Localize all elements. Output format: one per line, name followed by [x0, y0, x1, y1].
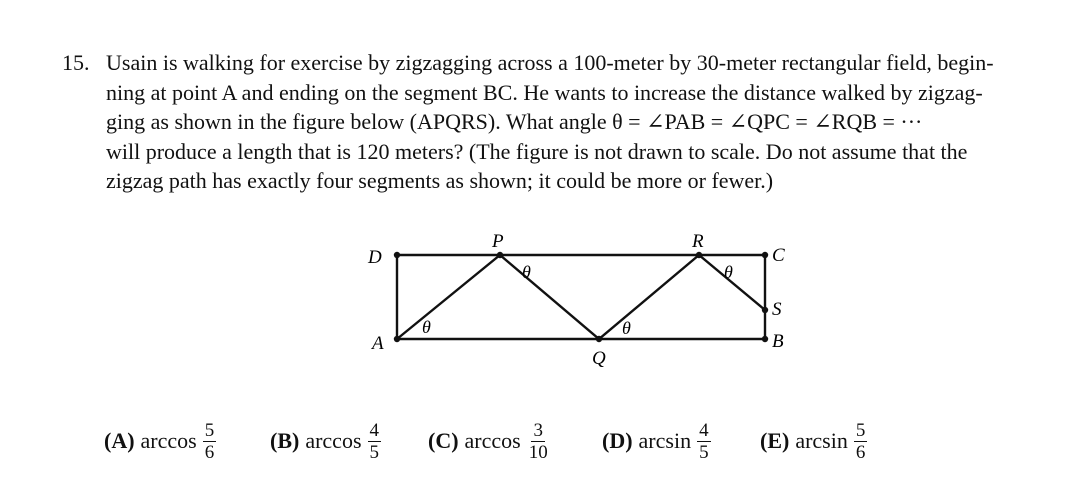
label-A: A [372, 333, 384, 354]
fraction-numerator: 4 [369, 419, 380, 441]
point-S [762, 307, 768, 313]
choice-fraction [527, 420, 550, 463]
label-P: P [492, 231, 504, 252]
fraction-numerator: 5 [855, 419, 866, 441]
fraction-denominator: 6 [204, 441, 215, 463]
choice-d[interactable] [602, 410, 711, 472]
fraction-denominator: 5 [369, 441, 380, 463]
label-Q: Q [592, 348, 606, 369]
choice-label: (B) [270, 428, 300, 453]
label-B: B [772, 331, 784, 352]
choice-function: arccos [464, 428, 521, 453]
choice-a[interactable] [104, 410, 216, 472]
point-R [696, 252, 702, 258]
point-P [497, 252, 503, 258]
choice-function: arccos [305, 428, 362, 453]
choice-function: arcsin [638, 428, 692, 453]
problem-text [106, 48, 1052, 196]
choice-fraction [854, 420, 868, 463]
fraction-numerator: 5 [204, 419, 215, 441]
fraction-numerator: 4 [699, 419, 709, 441]
problem-line: Usain is walking for exercise by zigzagging across a 100-meter by 30-meter rectangular field, begin- [106, 50, 994, 75]
point-D [394, 252, 400, 258]
point-Q [596, 336, 602, 342]
problem-line: ging as shown in the figure below (APQRS). What angle θ = ∠PAB = ∠QPC = ∠RQB = ··· [106, 109, 923, 134]
choice-label: (C) [428, 428, 459, 453]
choice-label: (E) [760, 428, 790, 453]
angle-theta-P: θ [522, 262, 531, 282]
label-R: R [692, 231, 704, 252]
zigzag-path [397, 255, 765, 339]
choice-e[interactable] [760, 410, 867, 472]
angle-theta-R: θ [724, 262, 733, 282]
label-D: D [368, 247, 382, 268]
angle-theta-A: θ [422, 317, 431, 337]
fraction-denominator: 10 [528, 441, 548, 463]
label-S: S [772, 299, 782, 320]
problem-line: ning at point A and ending on the segment BC. He wants to increase the distance walked by zigzag- [106, 79, 983, 105]
point-B [762, 336, 768, 342]
problem-line: will produce a length that is 120 meters? (The figure is not drawn to scale. Do not assume that the [106, 138, 968, 164]
angle-theta-Q: θ [622, 318, 631, 338]
point-C [762, 252, 768, 258]
choice-c[interactable] [428, 410, 550, 472]
point-A [394, 336, 400, 342]
problem-statement [62, 48, 1052, 196]
choice-function: arcsin [795, 428, 848, 453]
choice-label: (A) [104, 428, 135, 453]
fraction-denominator: 6 [855, 441, 866, 463]
choice-fraction [697, 420, 711, 463]
label-C: C [772, 245, 785, 266]
choice-fraction [368, 420, 382, 463]
problem-number: 15. [62, 50, 90, 75]
choice-b[interactable] [270, 410, 381, 472]
problem-line: zigzag path has exactly four segments as shown; it could be more or fewer.) [106, 168, 774, 193]
choice-function: arccos [140, 428, 197, 453]
choice-fraction [203, 420, 217, 463]
fraction-denominator: 5 [699, 441, 709, 463]
zigzag-field-figure [360, 228, 800, 378]
choice-label: (D) [602, 428, 633, 453]
answer-choices [0, 410, 1080, 480]
fraction-numerator: 3 [533, 419, 543, 441]
